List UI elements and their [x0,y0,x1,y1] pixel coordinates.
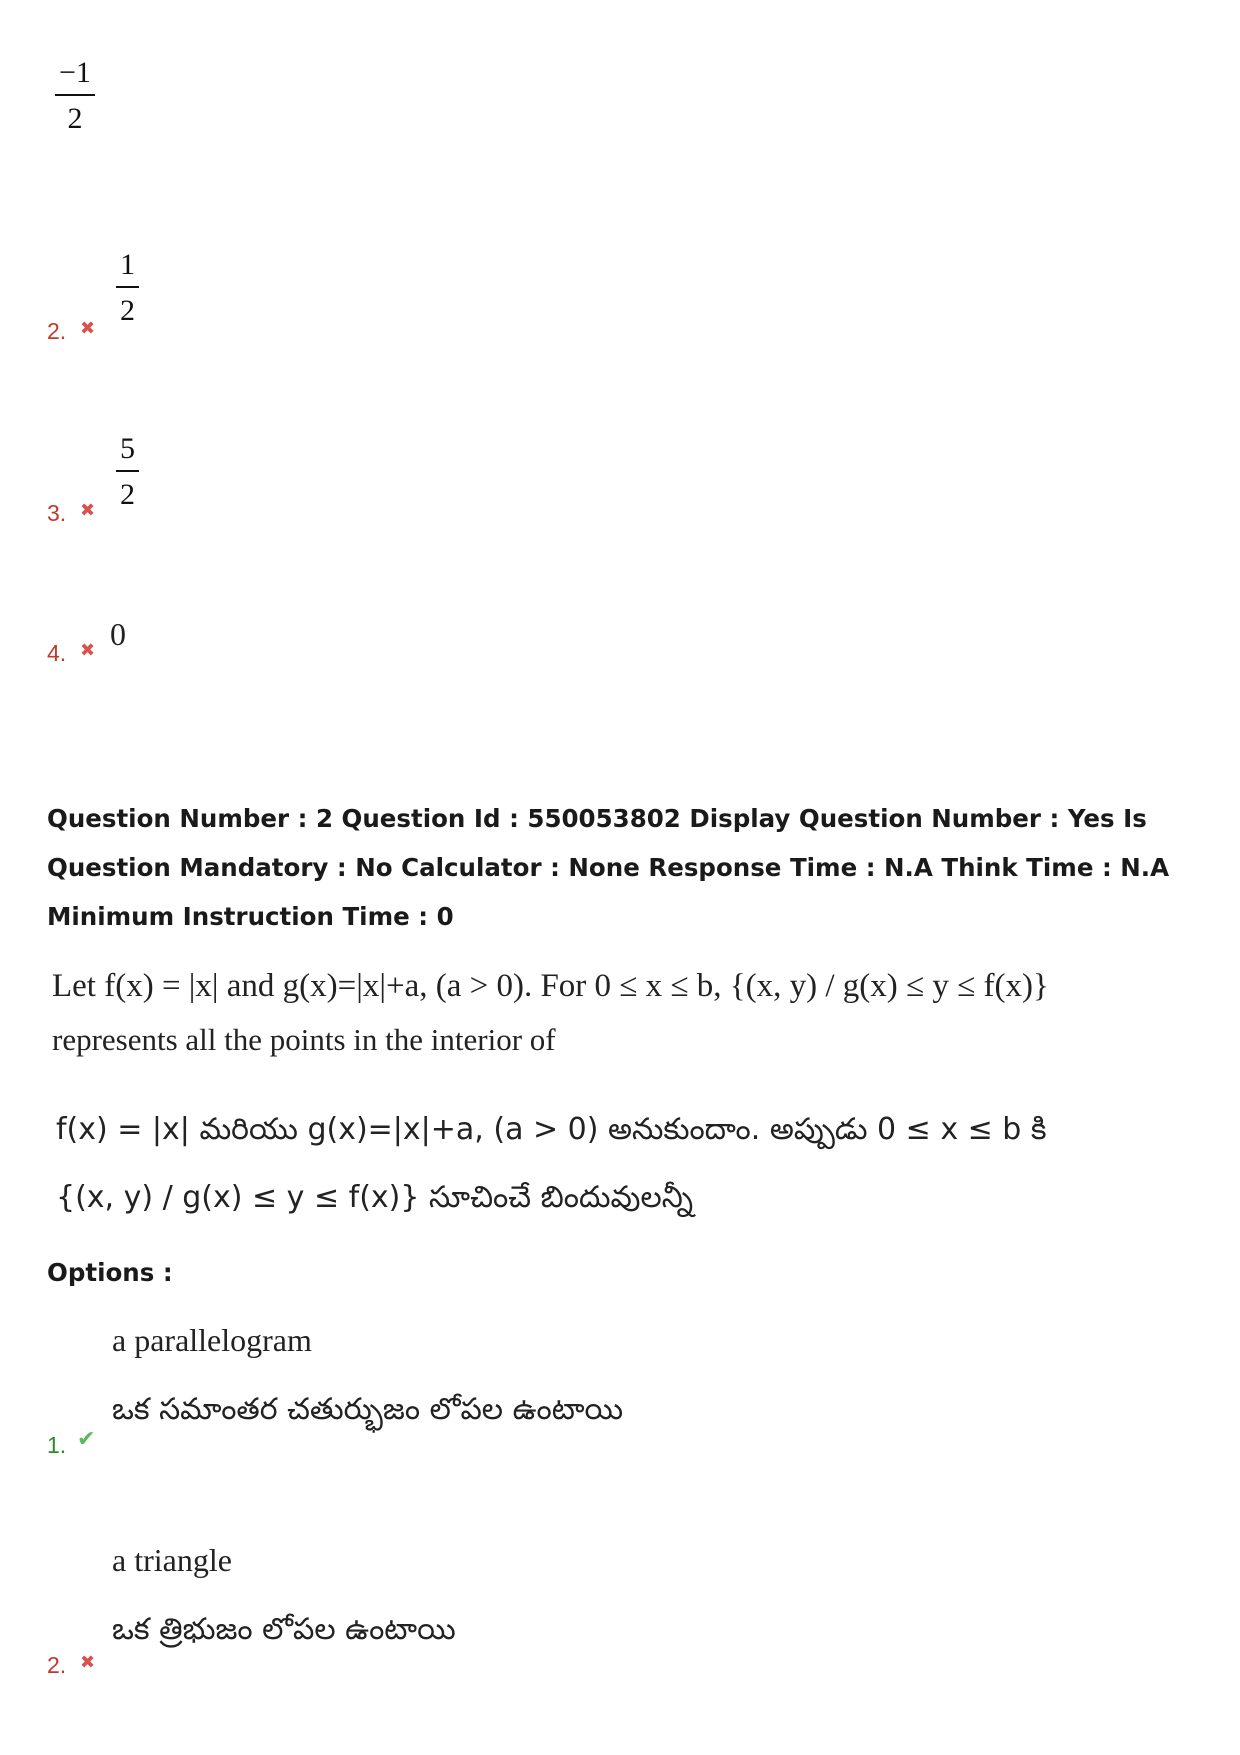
prev-option-1-fraction [55,58,95,134]
option-1-te: ఒక సమాంతర చతుర్భుజం లోపల ఉంటాయి [112,1392,624,1427]
option-number: 3. [47,500,67,526]
cross-icon: ✖ [80,500,96,521]
cross-icon: ✖ [80,318,96,339]
fraction-numerator: 1 [120,248,135,281]
option-2-te: ఒక త్రిభుజం లోపల ఉంటాయి [112,1612,456,1647]
option-value: 0 [110,616,126,652]
fraction-denominator: 2 [120,294,135,327]
fraction-bar [55,94,95,96]
fraction-denominator: 2 [67,102,83,135]
option-number: 2. [47,318,67,344]
fraction-denominator: 2 [120,478,135,511]
option-number: 1. [47,1432,67,1458]
cross-icon: ✖ [80,1652,96,1673]
question-text-te-line1: f(x) = |x| మరియు g(x)=|x|+a, (a > 0) అనుకుందాం. అప్పుడు 0 ≤ x ≤ b కి [56,1112,1047,1147]
option-number: 4. [47,640,67,666]
options-label: Options : [47,1258,173,1287]
prev-option-2-fraction [116,250,139,326]
question-text-en-line2: represents all the points in the interior of [52,1022,556,1057]
cross-icon: ✖ [80,640,96,661]
fraction-numerator: −1 [59,56,91,89]
option-2-en: a triangle [112,1542,232,1578]
fraction-bar [116,286,139,288]
prev-option-3-fraction [116,434,139,510]
question-text-en-line1: Let f(x) = |x| and g(x)=|x|+a, (a > 0). For 0 ≤ x ≤ b, {(x, y) / g(x) ≤ y ≤ f(x)} [52,968,1049,1004]
fraction-bar [116,470,139,472]
question-meta: Question Number : 2 Question Id : 550053802 Display Question Number : Yes Is Question Mandatory : No Calculator : None Response Time : N.A Think Time : N.A Minimum Instruction Time : 0 [47,804,1170,931]
question-text-te-line2: {(x, y) / g(x) ≤ y ≤ f(x)} సూచించే బిందువులన్నీ [56,1180,694,1215]
option-number: 2. [47,1652,67,1678]
option-1-en: a parallelogram [112,1322,312,1358]
check-icon: ✔ [77,1427,96,1452]
fraction-numerator: 5 [120,432,135,465]
